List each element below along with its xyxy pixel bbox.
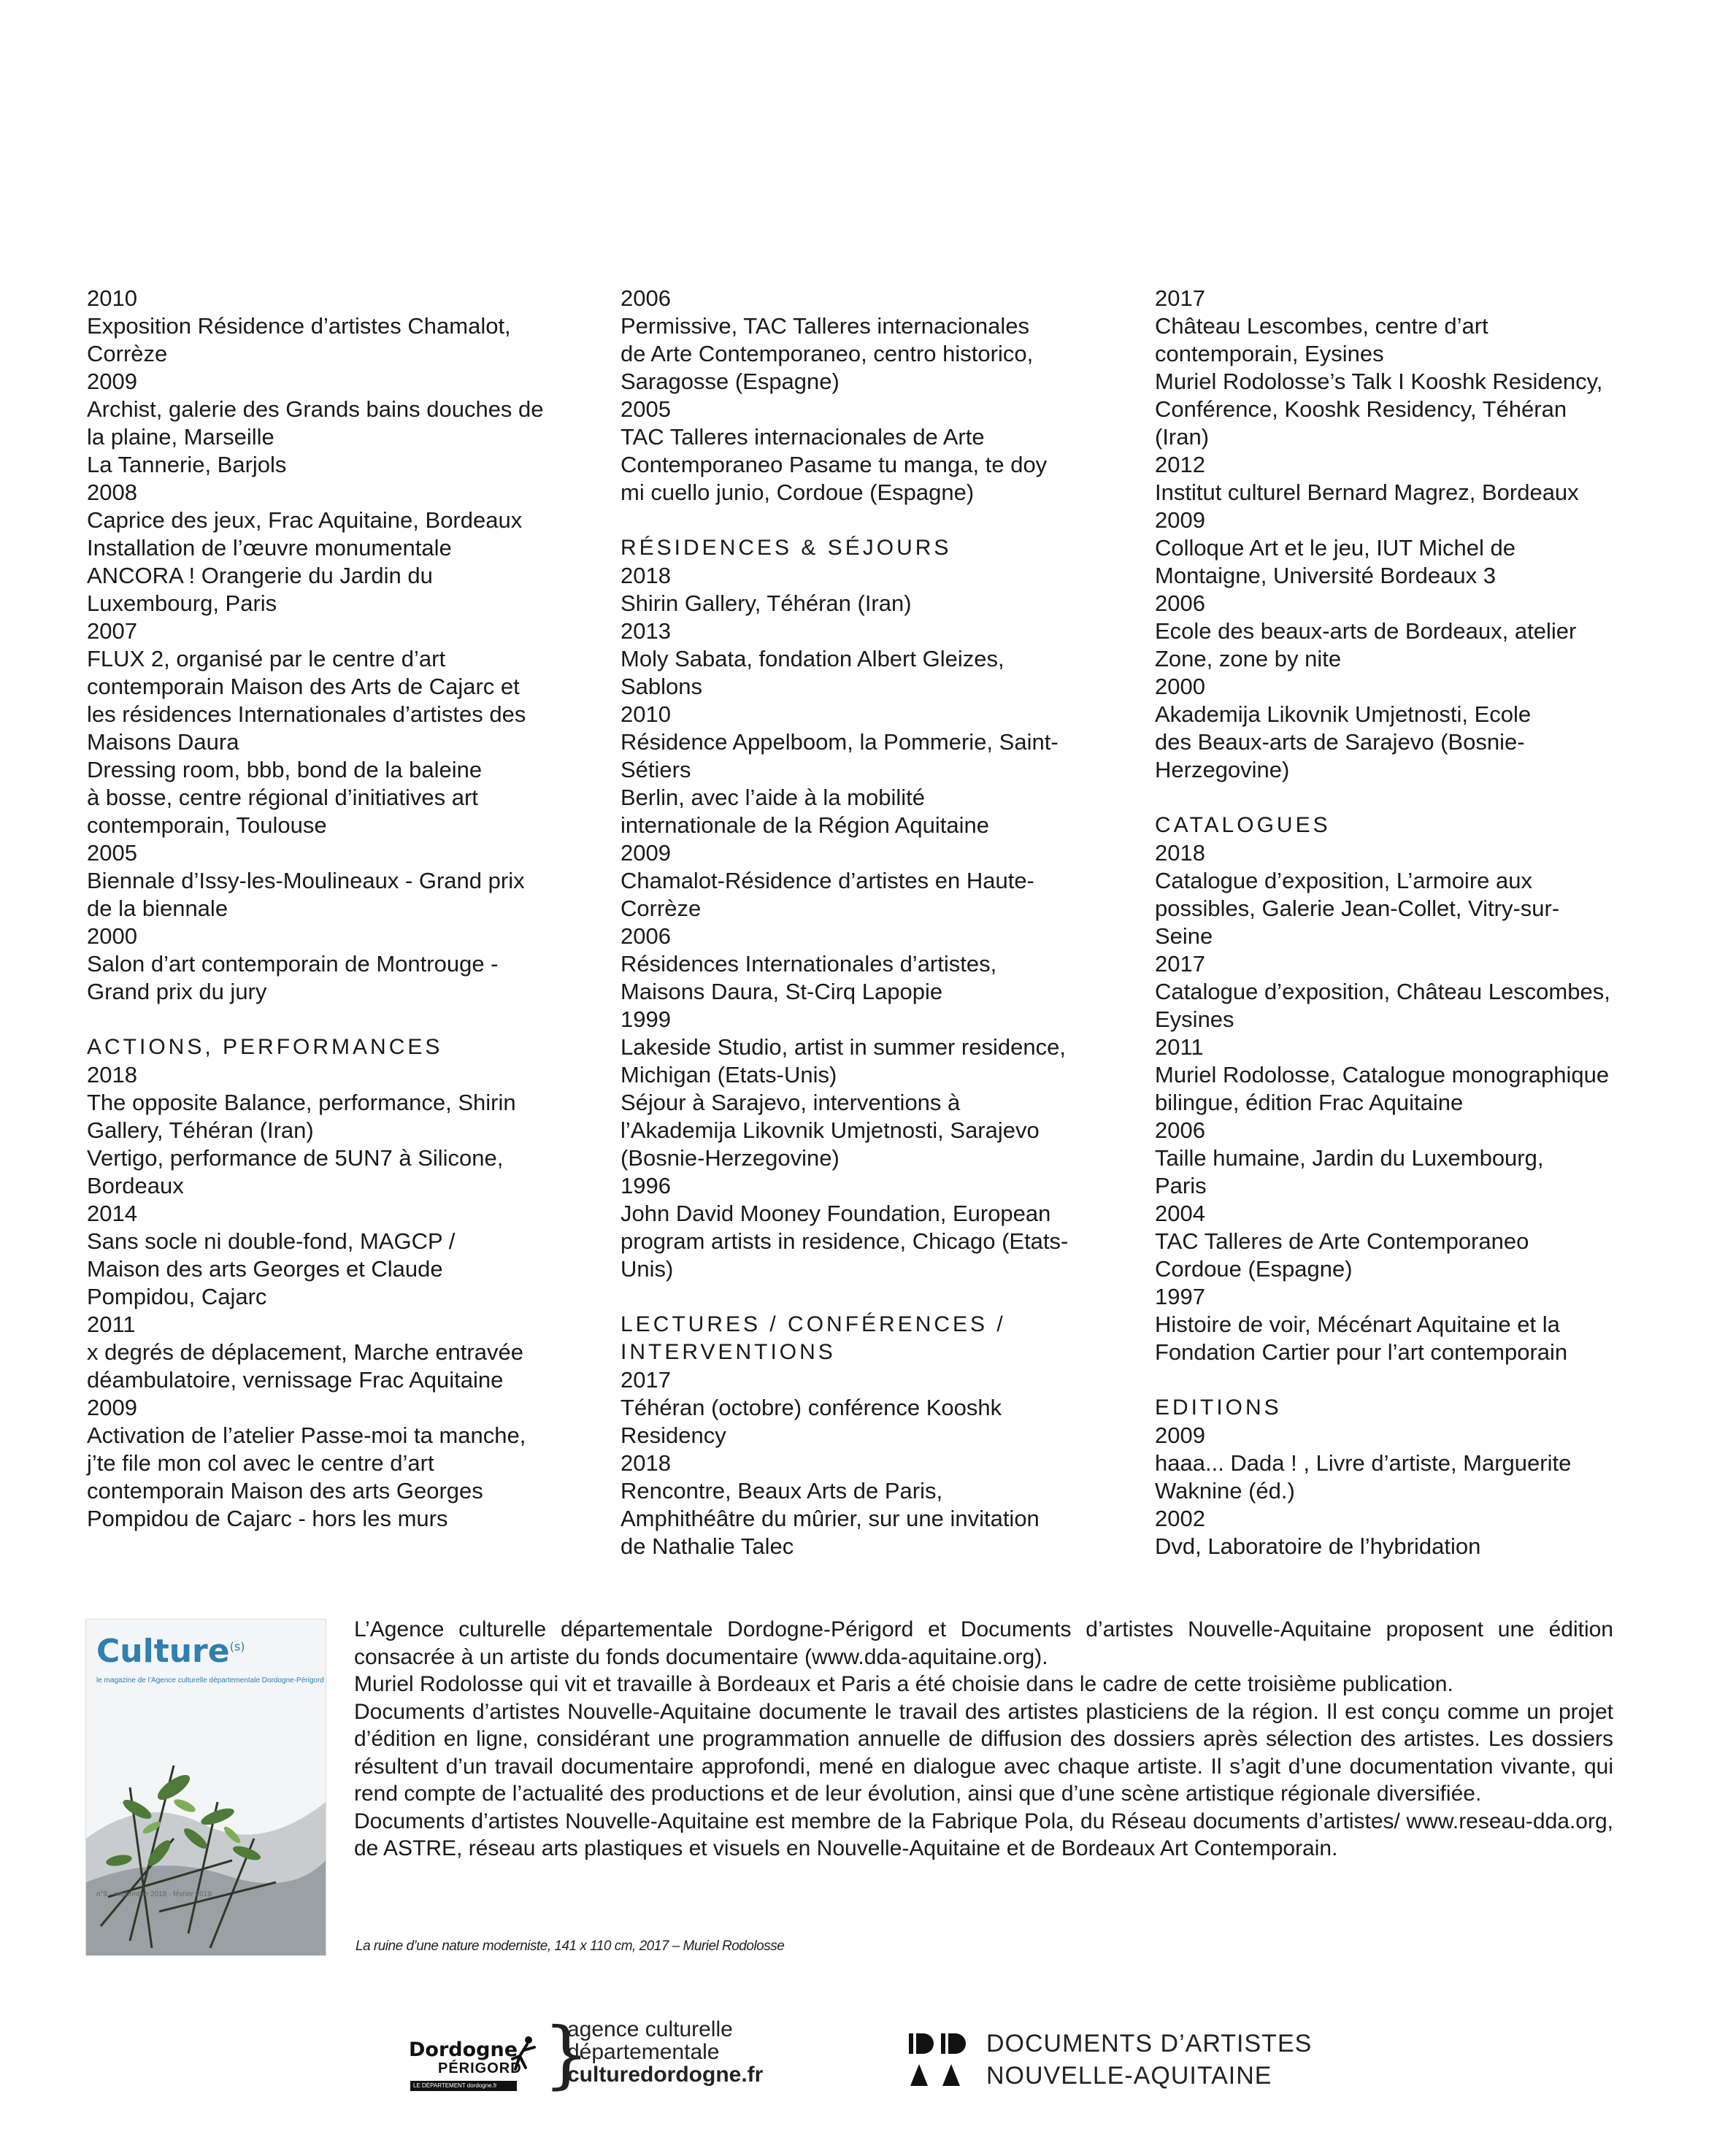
entry-text: Berlin, avec l’aide à la mobilité (621, 785, 925, 810)
entry-text: les résidences Internationales d’artistes des (87, 701, 526, 727)
year-label: 2010 (87, 285, 137, 311)
dordogne-perigord-logo (409, 2011, 774, 2098)
entry-text: program artists in residence, Chicago (Etats- (621, 1228, 1069, 1254)
year-label: 2008 (87, 480, 137, 505)
intro-text (354, 1616, 1613, 1863)
entry-text: Catalogue d’exposition, Château Lescombes, (1155, 979, 1610, 1004)
year-label: 2002 (1155, 1506, 1205, 1531)
year-label: 2017 (1155, 951, 1205, 977)
dordogne-logo-region: PÉRIGORD (438, 2060, 522, 2076)
entry-text: Rencontre, Beaux Arts de Paris, (621, 1478, 943, 1504)
entry-text: Caprice des jeux, Frac Aquitaine, Bordeaux (87, 507, 523, 533)
year-label: 2006 (621, 923, 671, 949)
year-label: 1999 (621, 1006, 671, 1032)
entry-text: de Nathalie Talec (621, 1533, 794, 1559)
dda-logo-line: DOCUMENTS D’ARTISTES (986, 2030, 1313, 2057)
entry-text: Paris (1155, 1173, 1207, 1198)
entry-text: Résidence Appelboom, la Pommerie, Saint- (621, 729, 1059, 755)
dda-mark-icon (909, 2030, 967, 2089)
entry-text: Catalogue d’exposition, L’armoire aux (1155, 868, 1532, 893)
entry-text: Corrèze (621, 896, 702, 921)
column-lectures-catalogues-editions (1155, 285, 1651, 1560)
entry-text: Montaigne, Université Bordeaux 3 (1155, 563, 1496, 588)
entry-text: Archist, galerie des Grands bains douches de (87, 396, 544, 422)
agency-url: culturedordogne.fr (567, 2063, 764, 2087)
entry-text: Shirin Gallery, Téhéran (Iran) (621, 590, 912, 616)
entry-text: Sétiers (621, 757, 691, 782)
entry-text: Luxembourg, Paris (87, 590, 277, 616)
entry-text: déambulatoire, vernissage Frac Aquitaine (87, 1367, 504, 1393)
entry-text: Institut culturel Bernard Magrez, Bordeaux (1155, 480, 1579, 505)
entry-text: Dressing room, bbb, bond de la baleine (87, 757, 483, 782)
entry-text: à bosse, centre régional d’initiatives art (87, 785, 478, 810)
entry-text: possibles, Galerie Jean-Collet, Vitry-sur- (1155, 896, 1560, 921)
magazine-cover-image (85, 1619, 326, 1956)
dda-logo-text (986, 2028, 1312, 2092)
entry-text: (Iran) (1155, 424, 1210, 450)
entry-text: j’te file mon col avec le centre d’art (87, 1450, 434, 1476)
column-exhibitions-actions (87, 285, 583, 1533)
year-label: 2017 (621, 1367, 671, 1393)
entry-text: l’Akademija Likovnik Umjetnosti, Sarajevo (621, 1117, 1040, 1143)
entry-text: Herzegovine) (1155, 757, 1290, 782)
entry-text: TAC Talleres de Arte Contemporaneo (1155, 1228, 1529, 1254)
agency-line: départementale (567, 2040, 720, 2064)
year-label: 2017 (1155, 285, 1205, 311)
year-label: 2011 (87, 1312, 136, 1337)
intro-paragraph: Muriel Rodolosse qui vit et travaille à Bordeaux et Paris a été choisie dans le cadre de cette troisième publication. (354, 1672, 1453, 1696)
cover-artwork (86, 1620, 326, 1955)
cover-subtitle: le magazine de l’Agence culturelle départementale Dordogne-Périgord (96, 1676, 324, 1685)
cover-title: Culture$^{(s)}$ (96, 1633, 245, 1670)
entry-text: Eysines (1155, 1006, 1234, 1032)
entry-text: Contemporaneo Pasame tu manga, te doy (621, 452, 1048, 477)
year-label: 2009 (87, 369, 137, 394)
dordogne-logo-name: Dordogne (409, 2038, 518, 2061)
year-label: 2005 (621, 396, 671, 422)
agency-name (567, 2018, 763, 2086)
entry-text: Seine (1155, 923, 1213, 949)
dda-logo (909, 2028, 1318, 2093)
entry-text: Residency (621, 1422, 726, 1448)
entry-text: Unis) (621, 1256, 674, 1282)
entry-text: Téhéran (octobre) conférence Kooshk (621, 1395, 1002, 1420)
entry-text: Sablons (621, 674, 703, 699)
entry-text: Installation de l’œuvre monumentale (87, 535, 452, 561)
entry-text: Taille humaine, Jardin du Luxembourg, (1155, 1145, 1544, 1171)
entry-text: contemporain Maison des Arts de Cajarc et (87, 674, 520, 699)
entry-text: haaa... Dada ! , Livre d’artiste, Marguerite (1155, 1450, 1572, 1476)
entry-text: Cordoue (Espagne) (1155, 1256, 1353, 1282)
entry-text: mi cuello junio, Cordoue (Espagne) (621, 480, 975, 505)
year-label: 2000 (87, 923, 137, 949)
year-label: 2018 (87, 1062, 137, 1087)
year-label: 2013 (621, 618, 671, 644)
entry-text: Moly Sabata, fondation Albert Gleizes, (621, 646, 1004, 671)
entry-text: Fondation Cartier pour l’art contemporain (1155, 1339, 1568, 1365)
entry-text: Pompidou, Cajarc (87, 1284, 267, 1309)
year-label: 2018 (1155, 840, 1205, 866)
dordogne-logo-bar: LE DÉPARTEMENT dordogne.fr (410, 2081, 517, 2091)
entry-text: Akademija Likovnik Umjetnosti, Ecole (1155, 701, 1532, 727)
year-label: 2004 (1155, 1201, 1205, 1226)
entry-text: Pompidou de Cajarc - hors les murs (87, 1506, 448, 1531)
entry-text: contemporain, Eysines (1155, 341, 1384, 366)
entry-text: Exposition Résidence d’artistes Chamalot, (87, 313, 511, 339)
entry-text: La Tannerie, Barjols (87, 452, 287, 477)
entry-text: Histoire de voir, Mécénart Aquitaine et la (1155, 1312, 1560, 1337)
intro-paragraph: Documents d’artistes Nouvelle-Aquitaine est membre de la Fabrique Pola, du Réseau documents d’artistes/ www.reseau-dda.org, de ASTRE, réseau arts plastiques et visuels en Nouvelle-Aquitaine et de Bordeaux Art Contemporain. (354, 1809, 1613, 1860)
entry-text: Maisons Daura (87, 729, 239, 755)
year-label: 2007 (87, 618, 137, 644)
entry-text: Résidences Internationales d’artistes, (621, 951, 997, 977)
intro-paragraph: L’Agence culturelle départementale Dordogne-Périgord et Documents d’artistes Nouvelle-Aquitaine proposent une édition consacrée à un artiste du fonds documentaire (www.dda-aquitaine.org). (354, 1617, 1613, 1669)
entry-text: John David Mooney Foundation, European (621, 1201, 1051, 1226)
section-heading: INTERVENTIONS (621, 1340, 836, 1364)
year-label: 2009 (87, 1395, 137, 1420)
entry-text: Ecole des beaux-arts de Bordeaux, atelier (1155, 618, 1577, 644)
year-label: 2005 (87, 840, 137, 866)
entry-text: (Bosnie-Herzegovine) (621, 1145, 840, 1171)
entry-text: Amphithéâtre du mûrier, sur une invitation (621, 1506, 1040, 1531)
column-residences-lectures (621, 285, 1117, 1560)
section-heading: RÉSIDENCES & SÉJOURS (621, 536, 952, 560)
entry-text: Dvd, Laboratoire de l’hybridation (1155, 1533, 1481, 1559)
entry-text: Conférence, Kooshk Residency, Téhéran (1155, 396, 1567, 422)
entry-text: Muriel Rodolosse, Catalogue monographique (1155, 1062, 1610, 1087)
entry-text: x degrés de déplacement, Marche entravée (87, 1339, 523, 1365)
entry-text: Lakeside Studio, artist in summer residence, (621, 1034, 1066, 1060)
entry-text: Muriel Rodolosse’s Talk I Kooshk Residency, (1155, 369, 1603, 394)
entry-text: contemporain, Toulouse (87, 812, 327, 838)
year-label: 2006 (621, 285, 671, 311)
entry-text: Saragosse (Espagne) (621, 369, 840, 394)
entry-text: Grand prix du jury (87, 979, 267, 1004)
entry-text: internationale de la Région Aquitaine (621, 812, 989, 838)
entry-text: The opposite Balance, performance, Shirin (87, 1090, 516, 1115)
entry-text: Maison des arts Georges et Claude (87, 1256, 443, 1282)
entry-text: Chamalot-Résidence d’artistes en Haute- (621, 868, 1034, 893)
agency-line: agence culturelle (567, 2017, 733, 2041)
entry-text: bilingue, édition Frac Aquitaine (1155, 1090, 1464, 1115)
year-label: 2009 (621, 840, 671, 866)
entry-text: Bordeaux (87, 1173, 184, 1198)
year-label: 2009 (1155, 1422, 1205, 1448)
year-label: 2009 (1155, 507, 1205, 533)
year-label: 2010 (621, 701, 671, 727)
entry-text: Colloque Art et le jeu, IUT Michel de (1155, 535, 1515, 561)
section-heading: LECTURES / CONFÉRENCES / (621, 1312, 1006, 1336)
entry-text: TAC Talleres internacionales de Arte (621, 424, 985, 450)
year-label: 1996 (621, 1173, 671, 1198)
year-label: 1997 (1155, 1284, 1205, 1309)
intro-paragraph: Documents d’artistes Nouvelle-Aquitaine documente le travail des artistes plasticiens de la région. Il est conçu comme un projet d’édition en ligne, considérant une programmation annuelle de diffusion des dossiers après sélection des artistes. Les dossiers résultent d’un travail documentaire approfondi, mené en dialogue avec chaque artiste. Il s’agit d’une documentation vivante, qui rend compte de l’actualité des productions et de leur évolution, ainsi que d’une scène artistique régionale diversifiée. (354, 1699, 1613, 1806)
entry-text: Michigan (Etats-Unis) (621, 1062, 837, 1087)
entry-text: des Beaux-arts de Sarajevo (Bosnie- (1155, 729, 1525, 755)
cover-issue: n°9 · septembre 2018 · février 2019 (96, 1890, 212, 1898)
section-heading: CATALOGUES (1155, 813, 1331, 837)
entry-text: Zone, zone by nite (1155, 646, 1342, 671)
entry-text: Permissive, TAC Talleres internacionales (621, 313, 1029, 339)
year-label: 2018 (621, 563, 671, 588)
entry-text: Corrèze (87, 341, 168, 366)
entry-text: Séjour à Sarajevo, interventions à (621, 1090, 961, 1115)
entry-text: la plaine, Marseille (87, 424, 274, 450)
entry-text: contemporain Maison des arts Georges (87, 1478, 483, 1504)
entry-text: ANCORA ! Orangerie du Jardin du (87, 563, 433, 588)
brace-icon: } (543, 2011, 590, 2097)
year-label: 2014 (87, 1201, 137, 1226)
year-label: 2000 (1155, 674, 1205, 699)
dda-logo-line: NOUVELLE-AQUITAINE (986, 2062, 1272, 2090)
section-heading: ACTIONS, PERFORMANCES (87, 1035, 443, 1059)
entry-text: de la biennale (87, 896, 228, 921)
entry-text: FLUX 2, organisé par le centre d’art (87, 646, 446, 671)
year-label: 2006 (1155, 590, 1205, 616)
year-label: 2018 (621, 1450, 671, 1476)
entry-text: Activation de l’atelier Passe-moi ta manche, (87, 1422, 526, 1448)
entry-text: de Arte Contemporaneo, centro historico, (621, 341, 1034, 366)
artwork-caption: La ruine d’une nature moderniste, 141 x 110 cm, 2017 – Muriel Rodolosse (356, 1939, 785, 1954)
section-heading: EDITIONS (1155, 1395, 1282, 1420)
entry-text: Vertigo, performance de 5UN7 à Silicone, (87, 1145, 504, 1171)
entry-text: Salon d’art contemporain de Montrouge - (87, 951, 499, 977)
entry-text: Maisons Daura, St-Cirq Lapopie (621, 979, 943, 1004)
entry-text: Château Lescombes, centre d’art (1155, 313, 1488, 339)
year-label: 2011 (1155, 1034, 1204, 1060)
year-label: 2006 (1155, 1117, 1205, 1143)
entry-text: Gallery, Téhéran (Iran) (87, 1117, 314, 1143)
entry-text: Sans socle ni double-fond, MAGCP / (87, 1228, 456, 1254)
entry-text: Waknine (éd.) (1155, 1478, 1295, 1504)
entry-text: Biennale d’Issy-les-Moulineaux - Grand prix (87, 868, 525, 893)
year-label: 2012 (1155, 452, 1205, 477)
